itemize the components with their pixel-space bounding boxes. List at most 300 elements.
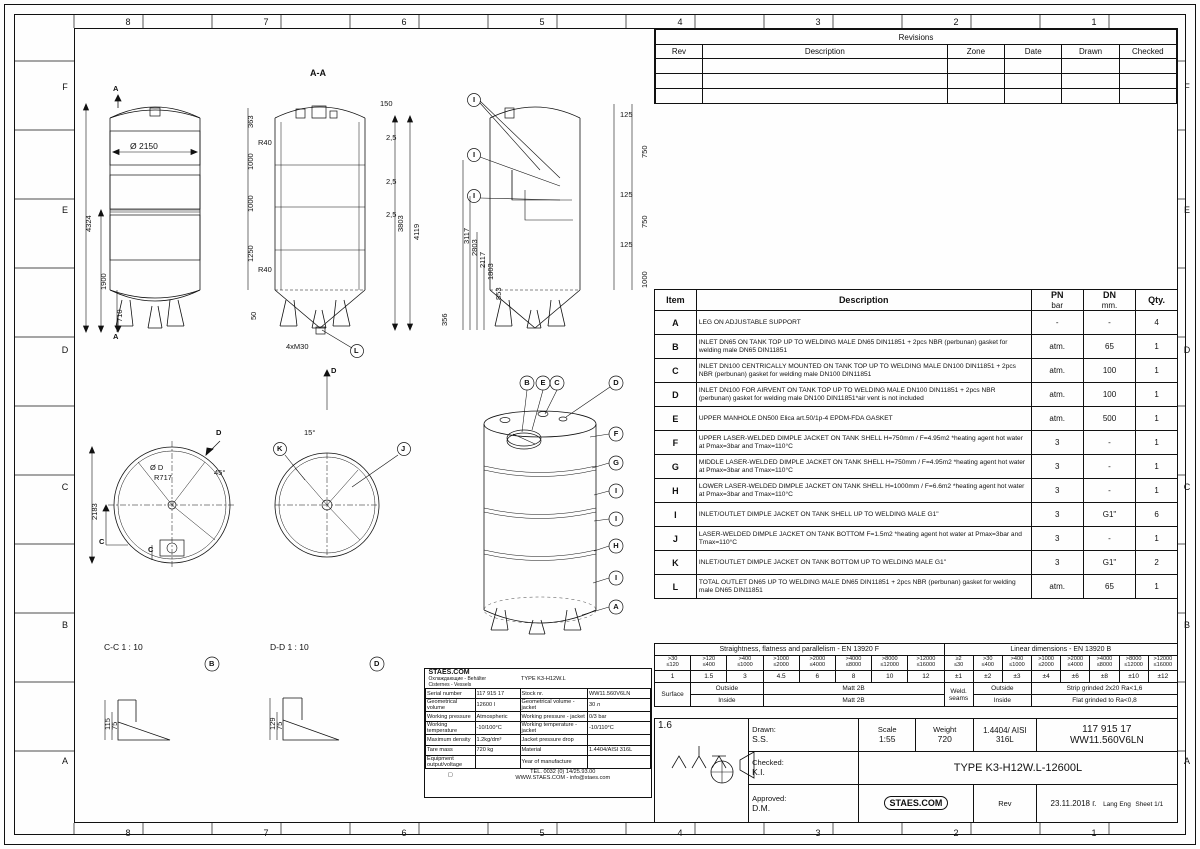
balloon-B-detail-label: B: [209, 659, 215, 668]
tolerance-value: ±2: [973, 671, 1002, 683]
date-sheet-cell: [1036, 784, 1177, 822]
rev-label: Rev: [998, 798, 1012, 808]
roughness-value: 1.6: [658, 720, 672, 731]
zone-row-A-left: A: [61, 756, 68, 766]
section-mark-a-bottom: A: [113, 332, 119, 341]
tolerance-value: 1.5: [691, 671, 727, 683]
table-row: [655, 527, 1178, 551]
item-qty: 1: [1136, 479, 1178, 503]
revisions-header-zone: Zone: [947, 45, 1004, 59]
table-row: [655, 575, 1178, 599]
revisions-row-cell: [702, 74, 947, 89]
item-letter: K: [655, 551, 697, 575]
spec-value: 720 kg: [475, 745, 520, 755]
scale-label: Scale: [877, 725, 897, 735]
table-row: [655, 455, 1178, 479]
section-mark-c-1: C: [99, 537, 105, 546]
type-value: TYPE K3-H12W.L-12600L: [953, 761, 1083, 774]
tolerance-range: >8000 ≤12000: [872, 656, 908, 671]
tolerance-range: ≥2 ≤30: [944, 656, 973, 671]
spec-key: Maximum density: [426, 735, 476, 745]
tolerance-range: >120 ≤400: [691, 656, 727, 671]
table-row: [655, 431, 1178, 455]
surface-inside-value: Matt 2B: [763, 695, 944, 707]
spec-value2: 1.4404/AISI 316L: [588, 745, 651, 755]
section-mark-d: D: [216, 428, 222, 437]
dim-25-c: 2,5: [386, 210, 397, 219]
dim-363: 363: [246, 115, 255, 128]
item-pn: atm.: [1031, 407, 1083, 431]
item-pn: 3: [1031, 503, 1083, 527]
revisions-row-cell: [1005, 74, 1062, 89]
dim-25-b: 2,5: [386, 177, 397, 186]
dim-dd-129: 129: [268, 717, 277, 730]
spec-row: [426, 689, 651, 699]
items-header-item: Item: [655, 290, 697, 311]
spec-row: [426, 735, 651, 745]
item-dn: -: [1083, 431, 1135, 455]
item-pn: 3: [1031, 527, 1083, 551]
rev-cell: [973, 784, 1036, 822]
section-mark-c-2: C: [148, 545, 154, 554]
weld-outside-value: Strip grinded 2x20 Ra<1,6: [1032, 683, 1178, 695]
revisions-header-drawn: Drawn: [1062, 45, 1119, 59]
table-row: [655, 407, 1178, 431]
zone-col-2-bottom: 2: [953, 828, 959, 838]
balloon-iso-I-3: I: [614, 573, 618, 582]
spec-key2: Geometrical volume - jacket: [520, 699, 588, 712]
item-description: LEG ON ADJUSTABLE SUPPORT: [696, 311, 1031, 335]
zone-row-E-left: E: [61, 205, 68, 215]
revisions-table: [654, 28, 1178, 104]
drawing-date: 23.11.2018 г.: [1050, 798, 1097, 808]
item-dn: G1": [1083, 503, 1135, 527]
item-description: MIDDLE LASER-WELDED DIMPLE JACKET ON TANK SHELL H=750mm / F=4.95m2 *heating agent hot water at Pmax=3bar and Tmax=110°C: [696, 455, 1031, 479]
item-dn: 500: [1083, 407, 1135, 431]
roughness-cell: [655, 719, 749, 823]
zone-col-1-top: 1: [1091, 17, 1097, 27]
item-dn: G1": [1083, 551, 1135, 575]
item-description: LOWER LASER-WELDED DIMPLE JACKET ON TANK SHELL H=1000mm / F=6.6m2 *heating agent hot water at Pmax=3bar and Tmax=110°C: [696, 479, 1031, 503]
tolerance-range: >1000 ≤2000: [1032, 656, 1061, 671]
spec-row: [426, 722, 651, 735]
dim-2117: 2117: [478, 251, 487, 268]
zone-col-4-bottom: 4: [677, 828, 683, 838]
item-letter: L: [655, 575, 697, 599]
tolerance-range: >12000 ≤16000: [1148, 656, 1177, 671]
item-letter: H: [655, 479, 697, 503]
approved-label: Approved:: [752, 793, 787, 803]
detail-title-cc: C-C 1 : 10: [104, 642, 143, 652]
spec-value2: [588, 735, 651, 745]
item-qty: 2: [1136, 551, 1178, 575]
spec-row: [426, 699, 651, 712]
dim-1900: 1900: [99, 273, 108, 290]
tolerance-value: ±3: [1002, 671, 1031, 683]
zone-row-B-right: B: [1183, 620, 1190, 630]
item-description: UPPER LASER-WELDED DIMPLE JACKET ON TANK SHELL H=750mm / F=4.95m2 *heating agent hot water at Pmax=3bar and Tmax=110°C: [696, 431, 1031, 455]
dim-r40-b: R40: [258, 265, 272, 274]
tolerance-value: ±4: [1032, 671, 1061, 683]
table-row: [655, 551, 1178, 575]
dim-710: 710: [115, 309, 124, 322]
tolerance-range: >30 ≤120: [655, 656, 691, 671]
title-block: [654, 718, 1178, 823]
revisions-row-cell: [656, 59, 703, 74]
item-dn: 65: [1083, 335, 1135, 359]
balloon-v3-3: I: [472, 191, 476, 200]
spec-key2: Jacket pressure drop: [520, 735, 588, 745]
spec-stamp-icon: ▢: [447, 771, 453, 778]
table-row: [655, 335, 1178, 359]
balloon-iso-B: B: [524, 378, 530, 387]
zone-col-2-top: 2: [953, 17, 959, 27]
item-dn: -: [1083, 455, 1135, 479]
zone-col-5-top: 5: [539, 17, 545, 27]
item-description: INLET/OUTLET DIMPLE JACKET ON TANK SHELL UP TO WELDING MALE G1": [696, 503, 1031, 527]
staes-logo: STAES.COM: [884, 796, 949, 810]
tolerance-value: 1: [655, 671, 691, 683]
zone-row-E-right: E: [1183, 205, 1190, 215]
revisions-row-cell: [1062, 74, 1119, 89]
spec-key: Equipment output/voltage: [426, 755, 476, 768]
dim-cc-75: 75: [110, 721, 119, 730]
tolerance-value: ±1: [944, 671, 973, 683]
item-letter: A: [655, 311, 697, 335]
items-header-pn-bot: bar: [1051, 301, 1063, 310]
weight-cell: [916, 719, 974, 752]
balloon-v3-1: I: [472, 95, 476, 104]
dim-cc-115: 115: [103, 718, 112, 730]
items-header-dn-bot: mm.: [1101, 301, 1118, 310]
revisions-row-cell: [702, 59, 947, 74]
zone-col-8-bottom: 8: [125, 828, 131, 838]
revisions-row-cell: [702, 89, 947, 104]
spec-row: [426, 755, 651, 768]
zone-row-F-right: F: [1184, 82, 1190, 92]
item-description: TOTAL OUTLET DN65 UP TO WELDING MALE DN65 DIN11851 + 2pcs NBR (perbunan) gasket for welding male DN65 DIN11851: [696, 575, 1031, 599]
dim-356: 356: [440, 313, 449, 326]
checked-cell: [749, 751, 859, 784]
tolerance-value: 3: [727, 671, 763, 683]
item-dn: 65: [1083, 575, 1135, 599]
item-qty: 4: [1136, 311, 1178, 335]
dim-750-a: 750: [640, 145, 649, 158]
tolerance-range: >2000 ≤4000: [1061, 656, 1090, 671]
item-pn: atm.: [1031, 335, 1083, 359]
tolerance-value: ±8: [1090, 671, 1119, 683]
dim-125-b: 125: [620, 190, 633, 199]
dim-1000-a: 1000: [246, 153, 255, 170]
dim-phi-d: Ø D: [150, 463, 164, 472]
dim-50: 50: [249, 311, 258, 320]
spec-value2: [588, 755, 651, 768]
scale-value: 1:55: [878, 734, 896, 745]
zone-col-7-bottom: 7: [263, 828, 269, 838]
item-description: UPPER MANHOLE DN500 Elica art.50/1p-4 EPDM-FDA GASKET: [696, 407, 1031, 431]
dim-r717: R717: [154, 473, 172, 482]
dim-125-c: 125: [620, 240, 633, 249]
revisions-row-cell: [1005, 59, 1062, 74]
items-header-pn-top: PN: [1050, 290, 1064, 300]
section-mark-b-top: D: [331, 366, 337, 375]
item-dn: 100: [1083, 383, 1135, 407]
checked-by: K.I.: [752, 767, 765, 778]
section-mark-a-top: A: [113, 84, 119, 93]
item-description: INLET DN65 ON TANK TOP UP TO WELDING MALE DN65 DIN11851 + 2pcs NBR (perbunan) gasket for welding male DN65 DIN11851: [696, 335, 1031, 359]
dim-150: 150: [380, 99, 393, 108]
table-row: [655, 383, 1178, 407]
item-letter: C: [655, 359, 697, 383]
balloon-iso-G: G: [613, 458, 619, 467]
revisions-header-rev: Rev: [656, 45, 703, 59]
weld-outside-label: Outside: [973, 683, 1031, 695]
spec-value2: 30 л: [588, 699, 651, 712]
item-pn: 3: [1031, 455, 1083, 479]
drawn-by: S.S.: [752, 734, 769, 745]
item-letter: D: [655, 383, 697, 407]
spec-value: Atmospheric: [475, 712, 520, 722]
revisions-row-cell: [1062, 59, 1119, 74]
revisions-row-cell: [1119, 59, 1176, 74]
spec-key: Geometrical volume: [426, 699, 476, 712]
tolerance-range: >400 ≤1000: [1002, 656, 1031, 671]
item-description: INLET DN100 CENTRICALLY MOUNTED ON TANK TOP UP TO WELDING MALE DN100 DIN11851 + 2pcs NBR (perbunan) gasket for welding male DN100 DIN11851: [696, 359, 1031, 383]
spec-line2: Cisternes - Vessels: [428, 682, 472, 688]
balloon-iso-H: H: [613, 541, 619, 550]
balloon-iso-D: D: [613, 378, 619, 387]
item-pn: -: [1031, 311, 1083, 335]
spec-tel: TEL. 0032 (0) 14/25.93.00: [530, 768, 596, 775]
zone-row-D-right: D: [1183, 345, 1191, 355]
item-pn: atm.: [1031, 359, 1083, 383]
zone-col-5-bottom: 5: [539, 828, 545, 838]
tolerance-value: 12: [908, 671, 944, 683]
zone-row-F-left: F: [62, 82, 68, 92]
item-qty: 1: [1136, 335, 1178, 359]
logo-cell: [858, 784, 973, 822]
zone-row-C-left: C: [61, 482, 69, 492]
drawing-number-1: 117 915 17: [1082, 723, 1132, 735]
spec-key2: Year of manufacture: [520, 755, 588, 768]
items-header-description: Description: [696, 290, 1031, 311]
checked-label: Checked:: [752, 758, 784, 768]
spec-company-cell: [426, 669, 521, 689]
balloon-iso-A: A: [613, 602, 619, 611]
dim-750-b: 750: [640, 215, 649, 228]
zone-row-D-left: D: [61, 345, 69, 355]
surface-label: Surface: [655, 683, 691, 707]
item-qty: 1: [1136, 407, 1178, 431]
spec-value2: -10/110°C: [588, 722, 651, 735]
dim-2803: 2803: [470, 239, 479, 256]
revisions-header-description: Description: [702, 45, 947, 59]
dim-2183: 2183: [90, 503, 99, 520]
revisions-row-cell: [1005, 89, 1062, 104]
tolerance-range: >12000 ≤16000: [908, 656, 944, 671]
revisions-row-cell: [656, 89, 703, 104]
dim-1000-c: 1000: [640, 271, 649, 288]
item-letter: J: [655, 527, 697, 551]
revisions-header-checked: Checked: [1119, 45, 1176, 59]
zone-col-3-top: 3: [815, 17, 821, 27]
spec-key2: Working pressure - jacket: [520, 712, 588, 722]
dim-45deg: 45°: [214, 468, 226, 477]
item-qty: 1: [1136, 575, 1178, 599]
spec-web: WWW.STAES.COM - info@staes.com: [515, 774, 611, 781]
spec-type: TYPE K3-H12W.L: [521, 675, 566, 682]
approved-cell: [749, 784, 859, 822]
items-header-pn: [1031, 290, 1083, 311]
weight-label: Weight: [933, 725, 957, 735]
dim-125-a: 125: [620, 110, 633, 119]
balloon-iso-I-1: I: [614, 486, 618, 495]
items-header-dn: [1083, 290, 1135, 311]
tolerance-range: >4000 ≤8000: [1090, 656, 1119, 671]
table-row: [655, 311, 1178, 335]
weld-label: Weld. seams: [944, 683, 973, 707]
zone-col-7-top: 7: [263, 17, 269, 27]
approved-by: D.M.: [752, 802, 771, 813]
tolerance-range: >400 ≤1000: [727, 656, 763, 671]
spec-contact-cell: [475, 768, 651, 781]
spec-value: 117 915 17: [475, 689, 520, 699]
revisions-header-date: Date: [1005, 45, 1062, 59]
balloon-iso-C: C: [554, 378, 560, 387]
tolerance-value: 4.5: [763, 671, 799, 683]
tolerance-value: ±6: [1061, 671, 1090, 683]
revisions-row-cell: [947, 89, 1004, 104]
item-qty: 6: [1136, 503, 1178, 527]
item-pn: atm.: [1031, 383, 1083, 407]
surface-outside-label: Outside: [691, 683, 763, 695]
dim-3803: 3803: [396, 215, 405, 232]
nameplate-spec-block: [424, 668, 652, 798]
item-letter: I: [655, 503, 697, 527]
dim-1250: 1250: [246, 245, 255, 262]
dim-dd-75: 75: [275, 721, 284, 730]
item-pn: atm.: [1031, 575, 1083, 599]
tolerance-range: >8000 ≤12000: [1119, 656, 1148, 671]
dim-4324: 4324: [84, 215, 93, 232]
spec-value: 1.2kg/dm³: [475, 735, 520, 745]
item-description: INLET DN100 FOR AIRVENT ON TANK TOP UP TO WELDING MALE DN100 DIN11851 + 2pcs NBR (perbunan) gasket for welding male DN100 DIN11851*air vent is not included: [696, 383, 1031, 407]
dim-3117: 3117: [462, 227, 471, 244]
item-description: LASER-WELDED DIMPLE JACKET ON TANK BOTTOM F=1.5m2 *heating agent hot water at Pmax=3bar and Tmax=110°C: [696, 527, 1031, 551]
revisions-row-cell: [947, 74, 1004, 89]
revisions-row-cell: [947, 59, 1004, 74]
dim-1803: 1803: [486, 263, 495, 280]
balloon-J-label: J: [401, 444, 406, 453]
dim-4119: 4119: [412, 223, 421, 240]
sheet-label: Sheet 1/1: [1135, 800, 1164, 808]
weight-value: 720: [937, 734, 952, 745]
spec-key: Tare mass: [426, 745, 476, 755]
tolerance-value: 6: [799, 671, 835, 683]
item-qty: 1: [1136, 383, 1178, 407]
material-cell: [973, 719, 1036, 752]
detail-title-dd: D-D 1 : 10: [270, 642, 309, 652]
tolerance-value: 8: [835, 671, 871, 683]
weld-inside-value: Flat grinded to Ra<0,8: [1032, 695, 1178, 707]
tolerance-tables: [654, 643, 1178, 718]
dim-853: 853: [494, 287, 503, 300]
view-title-aa: A-A: [310, 68, 326, 78]
spec-key2: Working temperature - jacket: [520, 722, 588, 735]
drawn-cell: [749, 719, 859, 752]
balloon-iso-I-2: I: [614, 514, 618, 523]
item-qty: 1: [1136, 455, 1178, 479]
spec-key: Serial number: [426, 689, 476, 699]
zone-row-B-left: B: [61, 620, 68, 630]
spec-value: 12600 l: [475, 699, 520, 712]
zone-col-8-top: 8: [125, 17, 131, 27]
bill-of-materials-table: [654, 289, 1178, 643]
weld-inside-label: Inside: [973, 695, 1031, 707]
zone-col-6-bottom: 6: [401, 828, 407, 838]
table-row: [655, 359, 1178, 383]
item-description: INLET/OUTLET DIMPLE JACKET ON TANK BOTTOM UP TO WELDING MALE G1": [696, 551, 1031, 575]
tolerance-left-title: Straightness, flatness and parallelism - EN 13920 F: [655, 644, 945, 656]
item-letter: B: [655, 335, 697, 359]
scale-cell: [858, 719, 916, 752]
surface-outside-value: Matt 2B: [763, 683, 944, 695]
type-cell: [858, 751, 1177, 784]
revisions-row-cell: [656, 74, 703, 89]
revisions-title: Revisions: [656, 30, 1177, 45]
spec-row: [426, 745, 651, 755]
zone-row-C-right: C: [1183, 482, 1191, 492]
zone-col-3-bottom: 3: [815, 828, 821, 838]
item-pn: 3: [1031, 479, 1083, 503]
dim-1000-b: 1000: [246, 195, 255, 212]
spec-key: Working temperature: [426, 722, 476, 735]
item-qty: 1: [1136, 431, 1178, 455]
spec-value: -10/100°C: [475, 722, 520, 735]
spec-value2: 0/3 bar: [588, 712, 651, 722]
item-letter: E: [655, 407, 697, 431]
tolerance-value: 10: [872, 671, 908, 683]
dim-r40-a: R40: [258, 138, 272, 147]
zone-col-6-top: 6: [401, 17, 407, 27]
item-pn: 3: [1031, 431, 1083, 455]
tolerance-range: >2000 ≤4000: [799, 656, 835, 671]
items-header-qty: Qty.: [1136, 290, 1178, 311]
tolerance-value: ±10: [1119, 671, 1148, 683]
zone-col-1-bottom: 1: [1091, 828, 1097, 838]
spec-key2: Material: [520, 745, 588, 755]
drawing-number-2: WW11.560V6LN: [1069, 734, 1144, 746]
tolerance-range: >4000 ≤8000: [835, 656, 871, 671]
balloon-L-label: L: [354, 346, 359, 355]
spec-company: STAES.COM: [428, 669, 470, 676]
table-row: [655, 479, 1178, 503]
tolerance-right-title: Linear dimensions - EN 13920 B: [944, 644, 1178, 656]
lang-label: Lang Eng: [1103, 800, 1131, 808]
revisions-row-cell: [1119, 89, 1176, 104]
spec-line1: Охлаждающие - Behälter: [428, 676, 487, 682]
dim-25-a: 2,5: [386, 133, 397, 142]
spec-key: Working pressure: [426, 712, 476, 722]
tolerance-value: ±12: [1148, 671, 1177, 683]
spec-value: [475, 755, 520, 768]
revisions-row-cell: [1119, 74, 1176, 89]
item-dn: -: [1083, 527, 1135, 551]
revisions-row-cell: [1062, 89, 1119, 104]
zone-col-4-top: 4: [677, 17, 683, 27]
balloon-iso-F: F: [613, 429, 619, 438]
item-pn: 3: [1031, 551, 1083, 575]
